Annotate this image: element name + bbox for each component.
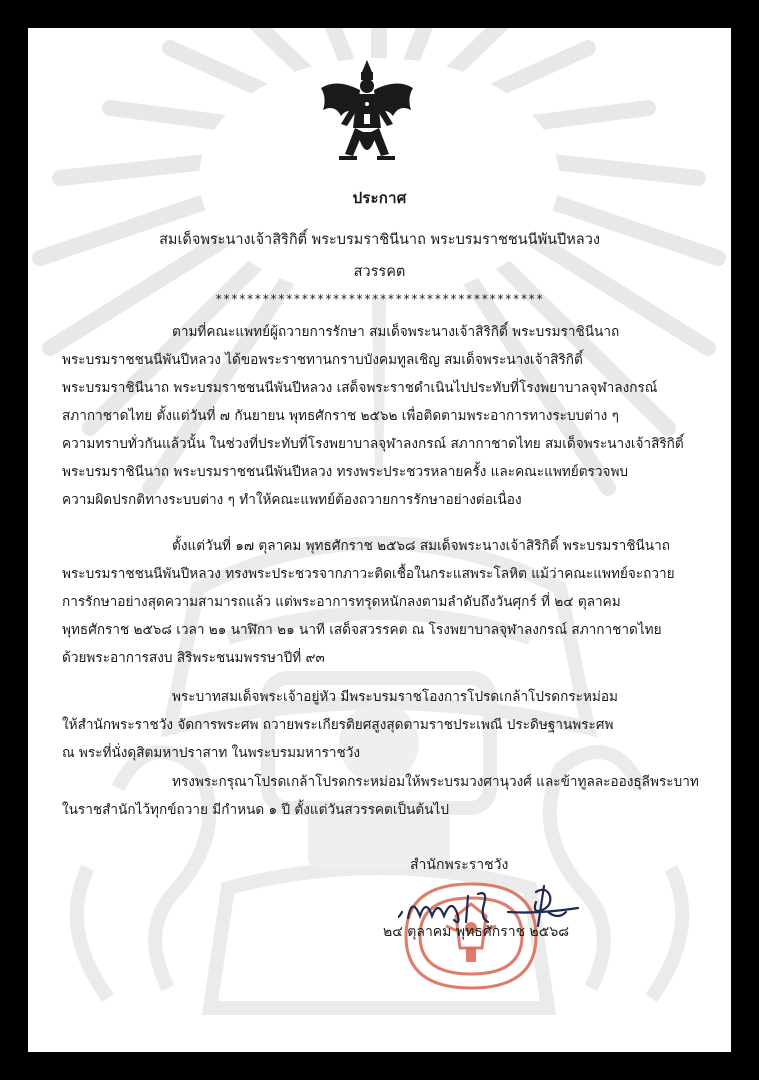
paragraph-line: พระบาทสมเด็จพระเจ้าอยู่หัว มีพระบรมราชโองการโปรดเกล้าโปรดกระหม่อม	[172, 689, 619, 705]
paragraph-2	[62, 532, 702, 672]
paragraph-line: ทรงพระกรุณาโปรดเกล้าโปรดกระหม่อมให้พระบรมวงศานุวงศ์ และข้าทูลละอองธุลีพระบาท	[172, 774, 699, 790]
paragraph-line: พระบรมราชินีนาถ พระบรมราชชนนีพันปีหลวง ทรงพระประชวรหลายครั้ง และคณะแพทย์ตรวจพบ	[62, 464, 629, 480]
paragraph-3	[62, 683, 702, 767]
separator: ******************************************	[215, 292, 544, 306]
subject-line-2: สวรรคต	[353, 264, 406, 280]
paragraph-line: พระบรมราชชนนีพันปีหลวง ทรงพระประชวรจากภาวะติดเชื้อในกระแสพระโลหิต แม้ว่าคณะแพทย์จะถวาย	[62, 566, 675, 582]
subject-line-1: สมเด็จพระนางเจ้าสิริกิติ์ พระบรมราชินีนาถ พระบรมราชชนนีพันปีหลวง	[159, 232, 600, 248]
paragraph-line: พระบรมราชินีนาถ พระบรมราชชนนีพันปีหลวง เสด็จพระราชดำเนินไปประทับที่โรงพยาบาลจุฬาลงกรณ์	[62, 380, 658, 396]
paragraph-line: ณ พระที่นั่งดุสิตมหาปราสาท ในพระบรมมหาราชวัง	[62, 745, 361, 761]
paragraph-line: ตามที่คณะแพทย์ผู้ถวายการรักษา สมเด็จพระนางเจ้าสิริกิติ์ พระบรมราชินีนาถ	[172, 324, 620, 340]
paragraph-line: ในราชสำนักไว้ทุกข์ถวาย มีกำหนด ๑ ปี ตั้งแต่วันสวรรคตเป็นต้นไป	[62, 802, 449, 818]
paragraph-line: พระบรมราชชนนีพันปีหลวง ได้ขอพระราชทานกราบบังคมทูลเชิญ สมเด็จพระนางเจ้าสิริกิติ์	[62, 352, 583, 368]
announcement-page	[28, 28, 731, 1052]
page-title: ประกาศ	[352, 189, 407, 207]
paragraph-line: ให้สำนักพระราชวัง จัดการพระศพ ถวายพระเกียรติยศสูงสุดตามราชประเพณี ประดิษฐานพระศพ	[62, 717, 614, 733]
paragraph-line: ตั้งแต่วันที่ ๑๗ ตุลาคม พุทธศักราช ๒๕๖๘ สมเด็จพระนางเจ้าสิริกิติ์ พระบรมราชินีนาถ	[172, 538, 670, 554]
paragraph-1	[62, 318, 702, 514]
paragraph-line: ความทราบทั่วกันแล้วนั้น ในช่วงที่ประทับที่โรงพยาบาลจุฬาลงกรณ์ สภากาชาดไทย สมเด็จพระนางเจ้าสิริกิติ์	[62, 436, 684, 452]
document-date: ๒๔ ตุลาคม พุทธศักราช ๒๕๖๘	[383, 924, 570, 940]
issuing-office: สำนักพระราชวัง	[410, 857, 509, 873]
paragraph-4	[62, 768, 702, 824]
announcement-content	[28, 28, 731, 1052]
paragraph-line: ความผิดปรกติทางระบบต่าง ๆ ทำให้คณะแพทย์ต้องถวายการรักษาอย่างต่อเนื่อง	[62, 492, 522, 508]
signature-icon	[398, 856, 598, 966]
paragraph-line: การรักษาอย่างสุดความสามารถแล้ว แต่พระอาการทรุดหนักลงตามลำดับถึงวันศุกร์ ที่ ๒๔ ตุลาคม	[62, 594, 621, 610]
paragraph-line: สภากาชาดไทย ตั้งแต่วันที่ ๗ กันยายน พุทธศักราช ๒๕๖๒ เพื่อติดตามพระอาการทางระบบต่าง ๆ	[62, 408, 619, 424]
paragraph-line: ด้วยพระอาการสงบ สิริพระชนมพรรษาปีที่ ๙๓	[62, 650, 325, 666]
paragraph-line: พุทธศักราช ๒๕๖๘ เวลา ๒๑ นาฬิกา ๒๑ นาที เสด็จสวรรคต ณ โรงพยาบาลจุฬาลงกรณ์ สภากาชาดไทย	[62, 622, 662, 638]
garuda-emblem-icon	[317, 58, 417, 178]
